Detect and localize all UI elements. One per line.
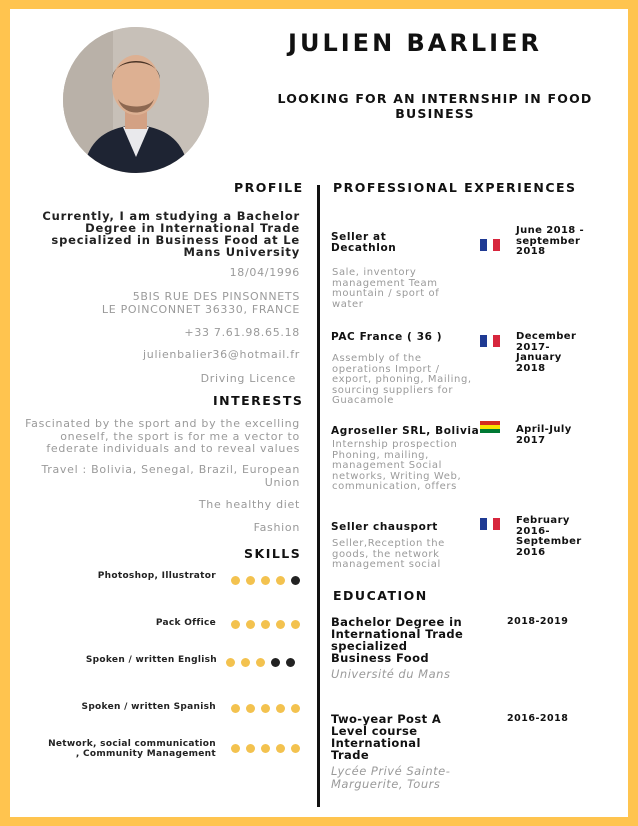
degree-title: Bachelor Degree in International Trade specialized Business Food (331, 615, 464, 665)
skill-label: Pack Office (155, 618, 216, 628)
phone-number: +33 7.61.98.65.18 (184, 326, 300, 339)
skill-dot-filled (261, 620, 270, 629)
education-heading: EDUCATION (333, 588, 428, 603)
school-name: Université du Mans (331, 667, 451, 681)
france-flag-icon (480, 518, 500, 530)
job-date: December 2017- January 2018 (516, 331, 577, 374)
interest-item: Travel : Bolivia, Senegal, Brazil, European Union (41, 463, 300, 489)
job-title: Seller chausport (331, 521, 438, 533)
skill-dot-filled (241, 658, 250, 667)
skill-dot-filled (291, 744, 300, 753)
skill-dot-filled (231, 704, 240, 713)
candidate-name: JULIEN BARLIER (288, 29, 542, 57)
email-address: julienbalier36@hotmail.fr (143, 348, 300, 361)
job-description: Assembly of the operations Import / export, phoning, Mailing, sourcing suppliers for Guacamole (332, 353, 472, 406)
column-divider (317, 185, 320, 807)
job-description: Sale, inventory management Team mountain / sport of water (332, 267, 440, 310)
school-name: Lycée Privé Sainte-Marguerite, Tours (331, 764, 451, 791)
skill-dot-empty (291, 576, 300, 585)
job-title: Agroseller SRL, Bolivia (331, 425, 480, 437)
skill-dot-filled (276, 620, 285, 629)
experiences-heading: PROFESSIONAL EXPERIENCES (333, 180, 577, 195)
skill-dot-empty (271, 658, 280, 667)
skill-rating (226, 658, 295, 667)
skill-dot-filled (246, 704, 255, 713)
resume-page (10, 9, 628, 817)
skill-dot-filled (261, 704, 270, 713)
skill-dot-filled (246, 744, 255, 753)
birthdate: 18/04/1996 (229, 266, 300, 279)
skill-dot-filled (291, 704, 300, 713)
job-title: Seller at Decathlon (331, 231, 397, 254)
degree-date: 2016-2018 (507, 713, 569, 724)
bolivia-flag-icon (480, 421, 500, 433)
skill-dot-filled (231, 576, 240, 585)
job-date: June 2018 - september 2018 (516, 225, 585, 257)
profile-summary: Currently, I am studying a Bachelor Degree in International Trade specialized in Business Food at Le Mans University (42, 209, 300, 259)
job-date: February 2016- September 2016 (516, 515, 582, 558)
skill-label: Network, social communication , Community Management (48, 739, 216, 759)
skill-dot-filled (246, 620, 255, 629)
profile-heading: PROFILE (234, 180, 304, 195)
france-flag-icon (480, 239, 500, 251)
skill-rating (231, 576, 300, 585)
profile-photo (63, 27, 209, 173)
interests-heading: INTERESTS (213, 393, 304, 408)
skill-dot-filled (261, 744, 270, 753)
address-line-2: LE POINCONNET 36330, FRANCE (101, 303, 300, 316)
skill-dot-filled (276, 744, 285, 753)
france-flag-icon (480, 335, 500, 347)
skill-label: Photoshop, Illustrator (97, 571, 216, 581)
degree-title: Two-year Post A Level course International Trade (331, 712, 442, 762)
degree-date: 2018-2019 (507, 616, 569, 627)
skill-dot-filled (261, 576, 270, 585)
job-date: April-July 2017 (516, 424, 572, 446)
skill-label: Spoken / written Spanish (81, 702, 216, 712)
skill-dot-filled (291, 620, 300, 629)
interest-item: The healthy diet (198, 498, 300, 511)
job-title: PAC France ( 36 ) (331, 331, 443, 343)
driving-licence: Driving Licence (200, 372, 296, 385)
skill-dot-filled (256, 658, 265, 667)
skill-dot-filled (246, 576, 255, 585)
skill-rating (231, 620, 300, 629)
skills-heading: SKILLS (244, 546, 302, 561)
skill-dot-filled (276, 704, 285, 713)
career-objective: LOOKING FOR AN INTERNSHIP IN FOOD BUSINESS (277, 91, 593, 121)
skill-dot-filled (231, 620, 240, 629)
job-description: Internship prospection Phoning, mailing, management Social networks, Writing Web, communication, offers (332, 439, 462, 492)
skill-dot-filled (231, 744, 240, 753)
skill-rating (231, 704, 300, 713)
skill-dot-empty (286, 658, 295, 667)
skill-dot-filled (276, 576, 285, 585)
skill-label: Spoken / written English (85, 655, 217, 665)
job-description: Seller,Reception the goods, the network management social (332, 538, 445, 570)
address-line-1: 5BIS RUE DES PINSONNETS (132, 290, 300, 303)
skill-dot-filled (226, 658, 235, 667)
interest-item: Fashion (253, 521, 300, 534)
interest-item: Fascinated by the sport and by the excelling oneself, the sport is for me a vector to federate individuals and to reveal values (25, 417, 300, 455)
skill-rating (231, 744, 300, 753)
